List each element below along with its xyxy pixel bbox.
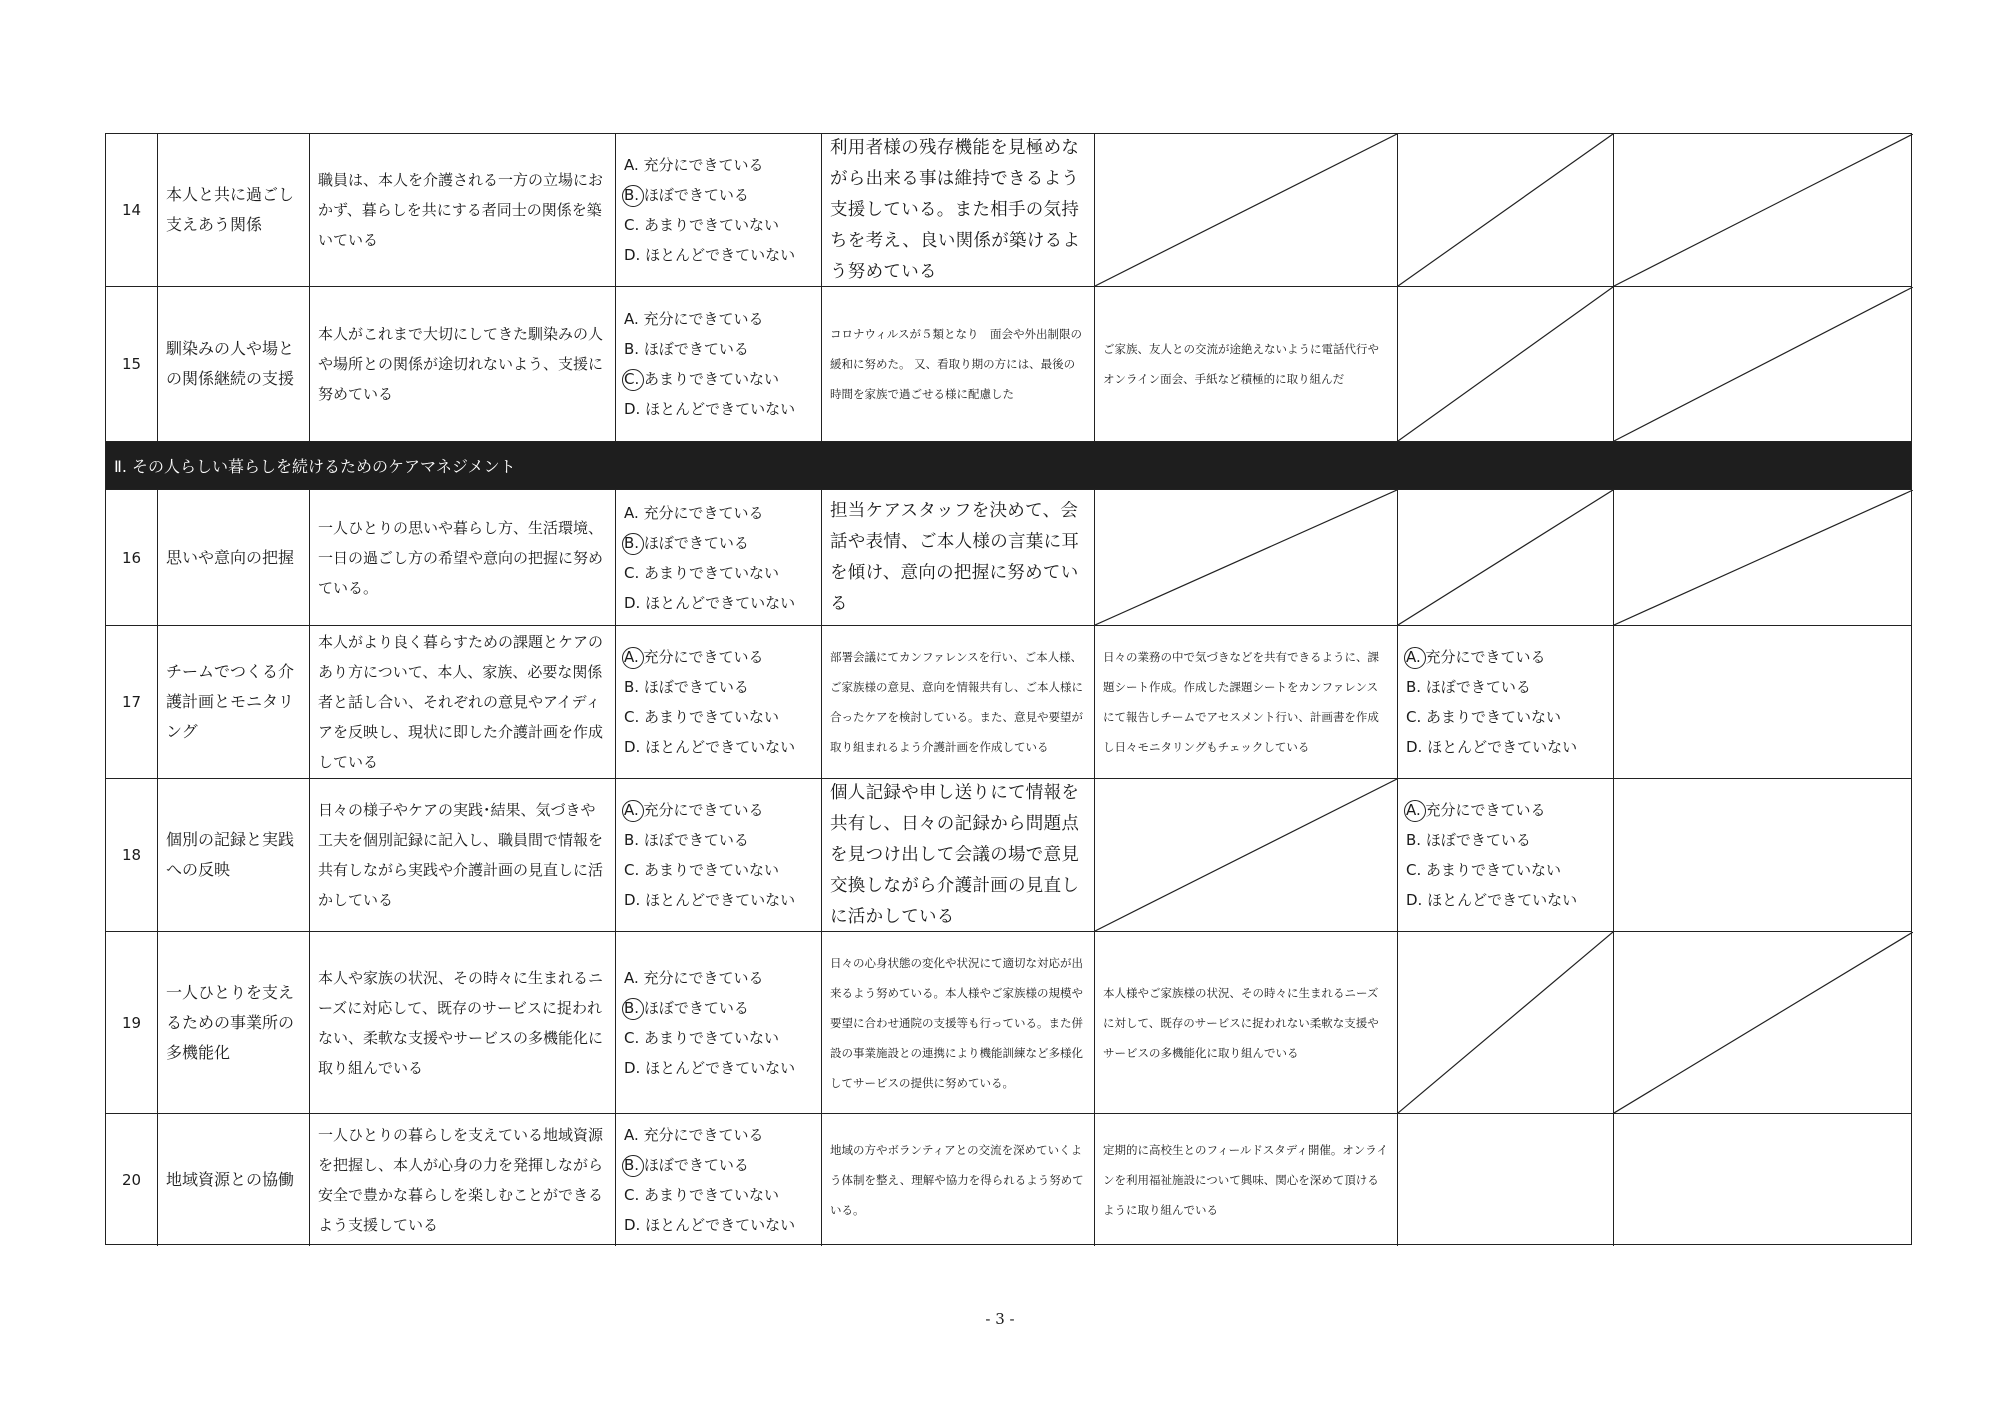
self-evaluation bbox=[616, 490, 822, 625]
option-c: C. あまりできていない bbox=[624, 563, 780, 582]
option-list bbox=[624, 150, 795, 270]
table-row bbox=[106, 1114, 1911, 1246]
self-comment-text: コロナウィルスが５類となり 面会や外出制限の緩和に努めた。 又、看取り期の方には、最後の時間を家族で過ごせる様に配慮した bbox=[830, 327, 1082, 401]
diagonal-strike bbox=[1398, 932, 1613, 1113]
option-list bbox=[624, 498, 795, 618]
external-evaluation bbox=[1398, 779, 1614, 931]
item-description: 職員は、本人を介護される一方の立場におかず、暮らしを共にする者同士の関係を築いている bbox=[310, 134, 616, 286]
option-c: C. あまりできていない bbox=[624, 861, 780, 879]
diagonal-strike bbox=[1398, 287, 1613, 441]
external-evaluation-cell bbox=[1398, 287, 1614, 441]
external-comment-text: 本人様やご家族様の状況、その時々に生まれるニーズに対して、既存のサービスに捉われない柔軟な支援やサービスの多機能化に取り組んでいる bbox=[1103, 985, 1379, 1060]
self-comment-text: 日々の心身状態の変化や状況にて適切な対応が出来るよう努めている。本人様やご家族様の規模や要望に合わせ通院の支援等も行っている。また併設の事業施設との連携により機能訓練など多様化してサービスの提供に努めている。 bbox=[830, 955, 1083, 1090]
item-title: 本人と共に過ごし支えあう関係 bbox=[158, 134, 310, 286]
evaluation-table bbox=[105, 133, 1912, 1245]
self-comment bbox=[822, 932, 1095, 1113]
diagonal-strike bbox=[1095, 490, 1397, 625]
option-c: C. あまりできていない bbox=[1406, 861, 1562, 879]
item-title: 思いや意向の把握 bbox=[158, 490, 310, 625]
item-description: 一人ひとりの思いや暮らし方、生活環境、一日の過ごし方の希望や意向の把握に努めている。 bbox=[310, 490, 616, 625]
external-note-cell bbox=[1614, 490, 1913, 625]
external-comment-text: ご家族、友人との交流が途絶えないように電話代行やオンライン面会、手紙など積極的に取り組んだ bbox=[1103, 342, 1379, 386]
option-b-selected: B. ほぼできている bbox=[624, 528, 795, 558]
self-comment bbox=[822, 626, 1095, 778]
item-title: 個別の記録と実践への反映 bbox=[158, 779, 310, 931]
item-title: 馴染みの人や場との関係継続の支援 bbox=[158, 287, 310, 441]
row-number: 15 bbox=[106, 287, 158, 441]
option-d: D. ほとんどできていない bbox=[624, 400, 796, 418]
page-number: - 3 - bbox=[985, 1310, 1015, 1328]
external-evaluation-cell bbox=[1398, 490, 1614, 625]
option-b-selected: B. ほぼできている bbox=[624, 1150, 795, 1180]
option-d: D. ほとんどできていない bbox=[624, 246, 796, 264]
option-c: C. あまりできていない bbox=[624, 708, 780, 726]
option-list bbox=[1406, 795, 1577, 915]
table-row bbox=[106, 932, 1911, 1114]
option-d: D. ほとんどできていない bbox=[624, 891, 796, 909]
option-d: D. ほとんどできていない bbox=[624, 1216, 796, 1234]
external-comment-cell bbox=[1095, 779, 1398, 931]
diagonal-strike bbox=[1614, 932, 1913, 1113]
option-a: A. 充分にできている bbox=[624, 968, 764, 987]
external-comment bbox=[1095, 287, 1398, 441]
option-a-selected: A. 充分にできている bbox=[624, 642, 795, 672]
option-a: A. 充分にできている bbox=[624, 310, 764, 328]
option-b-selected: B. ほぼできている bbox=[624, 993, 795, 1023]
option-list bbox=[624, 304, 795, 424]
row-number: 18 bbox=[106, 779, 158, 931]
self-evaluation bbox=[616, 134, 822, 286]
table-row bbox=[106, 779, 1911, 932]
option-d: D. ほとんどできていない bbox=[624, 593, 796, 612]
diagonal-strike bbox=[1095, 134, 1397, 286]
self-evaluation bbox=[616, 287, 822, 441]
option-a-selected: A. 充分にできている bbox=[1406, 795, 1577, 825]
self-evaluation bbox=[616, 626, 822, 778]
self-comment bbox=[822, 490, 1095, 625]
option-d: D. ほとんどできていない bbox=[1406, 738, 1578, 756]
row-number: 20 bbox=[106, 1114, 158, 1246]
self-comment bbox=[822, 134, 1095, 286]
self-comment-text: 担当ケアスタッフを決めて、会話や表情、ご本人様の言葉に耳を傾け、意向の把握に努めている bbox=[830, 500, 1080, 614]
diagonal-strike bbox=[1614, 490, 1913, 625]
option-a: A. 充分にできている bbox=[624, 156, 764, 174]
external-evaluation-cell bbox=[1398, 932, 1614, 1113]
row-number: 19 bbox=[106, 932, 158, 1113]
self-evaluation bbox=[616, 1114, 822, 1246]
diagonal-strike bbox=[1095, 779, 1397, 931]
item-description: 日々の様子やケアの実践･結果、気づきや工夫を個別記録に記入し、職員間で情報を共有しながら実践や介護計画の見直しに活かしている bbox=[310, 779, 616, 931]
table-row bbox=[106, 134, 1911, 287]
external-note-cell bbox=[1614, 626, 1913, 778]
self-evaluation bbox=[616, 932, 822, 1113]
external-comment-cell bbox=[1095, 134, 1398, 286]
self-comment bbox=[822, 779, 1095, 931]
external-note-cell bbox=[1614, 779, 1913, 931]
item-description: 一人ひとりの暮らしを支えている地域資源を把握し、本人が心身の力を発揮しながら安全で豊かな暮らしを楽しむことができるよう支援している bbox=[310, 1114, 616, 1246]
item-description: 本人がより良く暮らすための課題とケアのあり方について、本人、家族、必要な関係者と話し合い、それぞれの意見やアイディアを反映し、現状に即した介護計画を作成している bbox=[310, 626, 616, 778]
option-a-selected: A. 充分にできている bbox=[1406, 642, 1577, 672]
option-d: D. ほとんどできていない bbox=[624, 1058, 796, 1077]
self-comment bbox=[822, 1114, 1095, 1246]
external-comment-text: 定期的に高校生とのフィールドスタディ開催。オンラインを利用福祉施設について興味、関心を深めて頂けるように取り組んでいる bbox=[1103, 1143, 1388, 1217]
option-list bbox=[624, 642, 795, 762]
option-a: A. 充分にできている bbox=[624, 503, 764, 522]
option-c: C. あまりできていない bbox=[624, 216, 780, 234]
row-number: 17 bbox=[106, 626, 158, 778]
option-a-selected: A. 充分にできている bbox=[624, 795, 795, 825]
self-comment-text: 地域の方やボランティアとの交流を深めていくよう体制を整え、理解や協力を得られるよう努めている。 bbox=[830, 1143, 1084, 1217]
option-d: D. ほとんどできていない bbox=[624, 738, 796, 756]
option-list bbox=[624, 1120, 795, 1240]
diagonal-strike bbox=[1398, 134, 1613, 286]
external-note-cell bbox=[1614, 134, 1913, 286]
diagonal-strike bbox=[1398, 490, 1613, 625]
external-comment bbox=[1095, 1114, 1398, 1246]
option-a: A. 充分にできている bbox=[624, 1126, 764, 1144]
external-note-cell bbox=[1614, 932, 1913, 1113]
external-comment bbox=[1095, 932, 1398, 1113]
option-d: D. ほとんどできていない bbox=[1406, 891, 1578, 909]
option-b: B. ほぼできている bbox=[1406, 678, 1531, 696]
diagonal-strike bbox=[1614, 134, 1913, 286]
option-c: C. あまりできていない bbox=[1406, 708, 1562, 726]
item-description: 本人や家族の状況、その時々に生まれるニーズに対応して、既存のサービスに捉われない、柔軟な支援やサービスの多機能化に取り組んでいる bbox=[310, 932, 616, 1113]
row-number: 16 bbox=[106, 490, 158, 625]
external-comment-cell bbox=[1095, 490, 1398, 625]
external-note-cell bbox=[1614, 1114, 1913, 1246]
item-title: 地域資源との協働 bbox=[158, 1114, 310, 1246]
external-note-cell bbox=[1614, 287, 1913, 441]
external-evaluation-cell bbox=[1398, 134, 1614, 286]
self-comment bbox=[822, 287, 1095, 441]
option-c: C. あまりできていない bbox=[624, 1186, 780, 1204]
item-description: 本人がこれまで大切にしてきた馴染みの人や場所との関係が途切れないよう、支援に努めている bbox=[310, 287, 616, 441]
row-number: 14 bbox=[106, 134, 158, 286]
self-evaluation bbox=[616, 779, 822, 931]
option-list bbox=[624, 963, 795, 1083]
option-b-selected: B. ほぼできている bbox=[624, 180, 795, 210]
table-row bbox=[106, 626, 1911, 779]
external-comment-text: 日々の業務の中で気づきなどを共有できるように、課題シート作成。作成した課題シートをカンファレンスにて報告しチームでアセスメント行い、計画書を作成し日々モニタリングもチェックしている bbox=[1103, 650, 1379, 754]
diagonal-strike bbox=[1614, 287, 1913, 441]
option-b: B. ほぼできている bbox=[1406, 831, 1531, 849]
table-row bbox=[106, 287, 1911, 442]
external-evaluation-cell bbox=[1398, 1114, 1614, 1246]
option-b: B. ほぼできている bbox=[624, 340, 749, 358]
option-c: C. あまりできていない bbox=[624, 1028, 780, 1047]
external-comment bbox=[1095, 626, 1398, 778]
option-b: B. ほぼできている bbox=[624, 831, 749, 849]
section-header: Ⅱ. その人らしい暮らしを続けるためのケアマネジメント bbox=[106, 442, 1911, 490]
option-b: B. ほぼできている bbox=[624, 678, 749, 696]
option-c-selected: C. あまりできていない bbox=[624, 364, 795, 394]
option-list bbox=[624, 795, 795, 915]
external-evaluation bbox=[1398, 626, 1614, 778]
self-comment-text: 個人記録や申し送りにて情報を共有し、日々の記録から問題点を見つけ出して会議の場で意見交換しながら介護計画の見直しに活かしている bbox=[830, 782, 1080, 927]
table-row bbox=[106, 490, 1911, 626]
self-comment-text: 利用者様の残存機能を見極めながら出来る事は維持できるよう支援している。また相手の気持ちを考え、良い関係が築けるよう努めている bbox=[830, 137, 1081, 282]
item-title: 一人ひとりを支えるための事業所の多機能化 bbox=[158, 932, 310, 1113]
option-list bbox=[1406, 642, 1577, 762]
self-comment-text: 部署会議にてカンファレンスを行い、ご本人様、ご家族様の意見、意向を情報共有し、ご本人様に合ったケアを検討している。また、意見や要望が取り組まれるよう介護計画を作成している bbox=[830, 650, 1083, 754]
item-title: チームでつくる介護計画とモニタリング bbox=[158, 626, 310, 778]
